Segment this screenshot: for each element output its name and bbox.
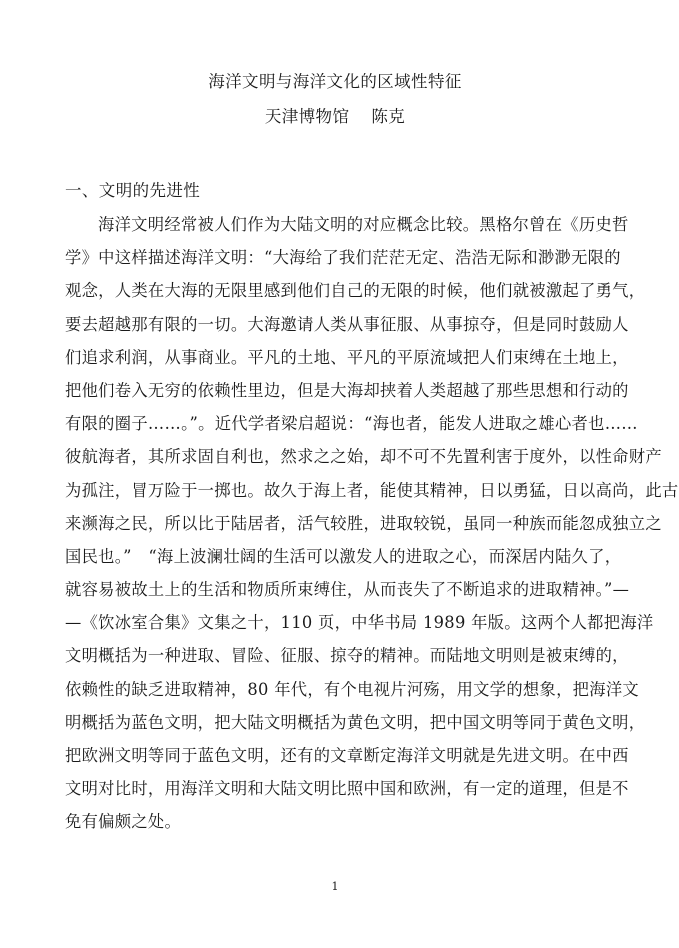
paragraph-line: 把他们卷入无穷的依赖性里边，但是大海却挟着人类超越了那些思想和行动的 <box>65 380 629 400</box>
paragraph-line: 明概括为蓝色文明，把大陆文明概括为黄色文明，把中国文明等同于黄色文明， <box>65 712 646 732</box>
author-name: 陈克 <box>371 107 406 126</box>
paragraph-line: 要去超越那有限的一切。大海邀请人类从事征服、从事掠夺，但是同时鼓励人 <box>65 314 629 334</box>
document-title: 海洋文明与海洋文化的区域性特征 <box>208 72 462 91</box>
paragraph-line: 文明概括为一种进取、冒险、征服、掠夺的精神。而陆地文明则是被束缚的， <box>65 646 629 666</box>
author-organization: 天津博物馆 <box>264 107 350 126</box>
paragraph-line: 来濒海之民，所以比于陆居者，活气较胜，进取较锐，虽同一种族而能忽成独立之 <box>65 513 662 533</box>
paragraph-line: 们追求利润，从事商业。平凡的土地、平凡的平原流域把人们束缚在土地上， <box>65 347 629 367</box>
paragraph-line: 为孤注，冒万险于一掷也。故久于海上者，能使其精神，日以勇猛，日以高尚，此古 <box>65 480 679 500</box>
paragraph-line: 学》中这样描述海洋文明：“大海给了我们茫茫无定、浩浩无际和渺渺无限的 <box>65 248 621 268</box>
paragraph-line: 海洋文明经常被人们作为大陆文明的对应概念比较。黑格尔曾在《历史哲 <box>98 215 629 234</box>
page-number: 1 <box>331 880 339 893</box>
section-heading: 一、文明的先进性 <box>65 181 201 200</box>
paragraph-line: 文明对比时，用海洋文明和大陆文明比照中国和欧洲，有一定的道理，但是不 <box>65 779 629 799</box>
paragraph-line: 免有偏颇之处。 <box>65 812 182 832</box>
paragraph-line: 国民也。” “海上波澜壮阔的生活可以激发人的进取之心，而深居内陆久了， <box>65 546 622 566</box>
paragraph-line: 有限的圈子……。”。近代学者梁启超说：“海也者，能发人进取之雄心者也…… <box>65 414 638 434</box>
body-paragraph <box>65 208 679 839</box>
paragraph-line: 就容易被故土上的生活和物质所束缚住，从而丧失了不断追求的进取精神。”— <box>65 580 630 600</box>
author-byline <box>0 105 670 129</box>
paragraph-line: 观念，人类在大海的无限里感到他们自己的无限的时候，他们就被激起了勇气， <box>65 281 646 301</box>
paragraph-line: —《饮冰室合集》文集之十，110 页，中华书局 1989 年版。这两个人都把海洋 <box>65 613 654 633</box>
paragraph-line: 彼航海者，其所求固自利也，然求之之始，却不可不先置利害于度外，以性命财产 <box>65 447 662 467</box>
paragraph-line: 依赖性的缺乏进取精神，80 年代，有个电视片河殇，用文学的想象，把海洋文 <box>65 679 639 699</box>
paragraph-line: 把欧洲文明等同于蓝色文明，还有的文章断定海洋文明就是先进文明。在中西 <box>65 746 629 765</box>
